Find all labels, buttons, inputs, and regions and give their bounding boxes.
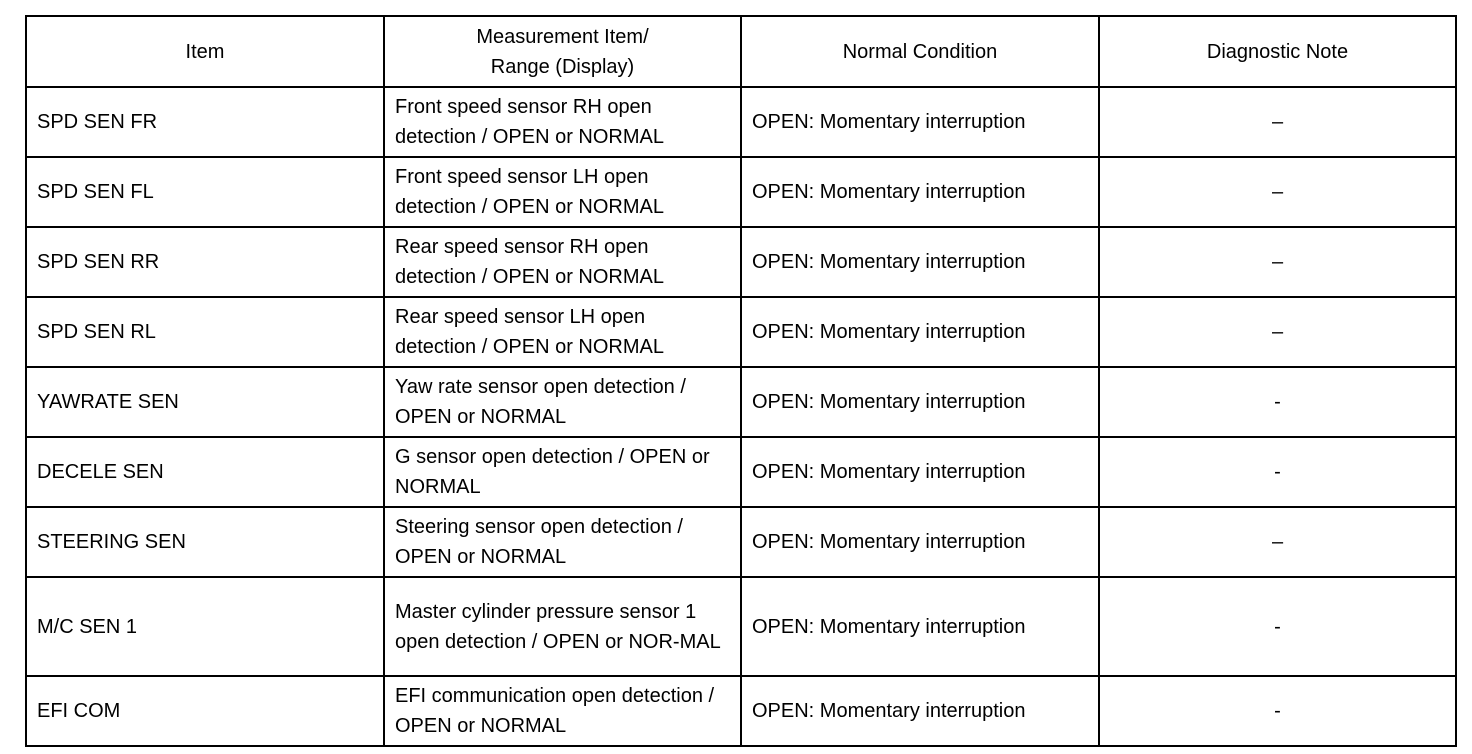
cell-measurement: Rear speed sensor LH open detection / OPEN or NORMAL	[384, 297, 741, 367]
cell-measurement: Front speed sensor LH open detection / OPEN or NORMAL	[384, 157, 741, 227]
diagnostic-table	[25, 15, 1457, 747]
cell-diagnostic-note: -	[1099, 367, 1456, 437]
cell-item: SPD SEN FL	[26, 157, 384, 227]
cell-diagnostic-note: -	[1099, 577, 1456, 676]
table-row	[26, 676, 1456, 746]
cell-item: DECELE SEN	[26, 437, 384, 507]
table-header-row	[26, 16, 1456, 87]
cell-diagnostic-note: -	[1099, 437, 1456, 507]
cell-item: YAWRATE SEN	[26, 367, 384, 437]
cell-normal-condition: OPEN: Momentary interruption	[741, 676, 1099, 746]
cell-normal-condition: OPEN: Momentary interruption	[741, 367, 1099, 437]
header-item: Item	[26, 16, 384, 87]
cell-measurement: Yaw rate sensor open detection / OPEN or NORMAL	[384, 367, 741, 437]
cell-measurement: Rear speed sensor RH open detection / OPEN or NORMAL	[384, 227, 741, 297]
cell-item: EFI COM	[26, 676, 384, 746]
cell-normal-condition: OPEN: Momentary interruption	[741, 157, 1099, 227]
cell-measurement: Front speed sensor RH open detection / OPEN or NORMAL	[384, 87, 741, 157]
cell-normal-condition: OPEN: Momentary interruption	[741, 227, 1099, 297]
cell-normal-condition: OPEN: Momentary interruption	[741, 577, 1099, 676]
table-row	[26, 227, 1456, 297]
cell-item: M/C SEN 1	[26, 577, 384, 676]
cell-item: SPD SEN FR	[26, 87, 384, 157]
cell-diagnostic-note: –	[1099, 87, 1456, 157]
table-row	[26, 87, 1456, 157]
cell-measurement: Steering sensor open detection / OPEN or NORMAL	[384, 507, 741, 577]
header-diagnostic-note: Diagnostic Note	[1099, 16, 1456, 87]
header-normal-condition: Normal Condition	[741, 16, 1099, 87]
cell-diagnostic-note: –	[1099, 227, 1456, 297]
cell-measurement: G sensor open detection / OPEN or NORMAL	[384, 437, 741, 507]
table-row	[26, 157, 1456, 227]
table-row	[26, 297, 1456, 367]
cell-measurement: EFI communication open detection / OPEN or NORMAL	[384, 676, 741, 746]
cell-normal-condition: OPEN: Momentary interruption	[741, 507, 1099, 577]
cell-normal-condition: OPEN: Momentary interruption	[741, 297, 1099, 367]
header-measurement-line1: Measurement Item/	[476, 25, 649, 48]
header-measurement	[384, 16, 741, 87]
cell-normal-condition: OPEN: Momentary interruption	[741, 87, 1099, 157]
cell-diagnostic-note: -	[1099, 676, 1456, 746]
cell-diagnostic-note: –	[1099, 157, 1456, 227]
cell-diagnostic-note: –	[1099, 297, 1456, 367]
table-row	[26, 437, 1456, 507]
cell-item: SPD SEN RL	[26, 297, 384, 367]
header-measurement-line2: Range (Display)	[490, 55, 635, 78]
cell-item: SPD SEN RR	[26, 227, 384, 297]
cell-diagnostic-note: –	[1099, 507, 1456, 577]
table-row	[26, 507, 1456, 577]
cell-item: STEERING SEN	[26, 507, 384, 577]
cell-normal-condition: OPEN: Momentary interruption	[741, 437, 1099, 507]
table-row	[26, 577, 1456, 676]
cell-measurement: Master cylinder pressure sensor 1 open detection / OPEN or NOR-MAL	[384, 577, 741, 676]
table-row	[26, 367, 1456, 437]
